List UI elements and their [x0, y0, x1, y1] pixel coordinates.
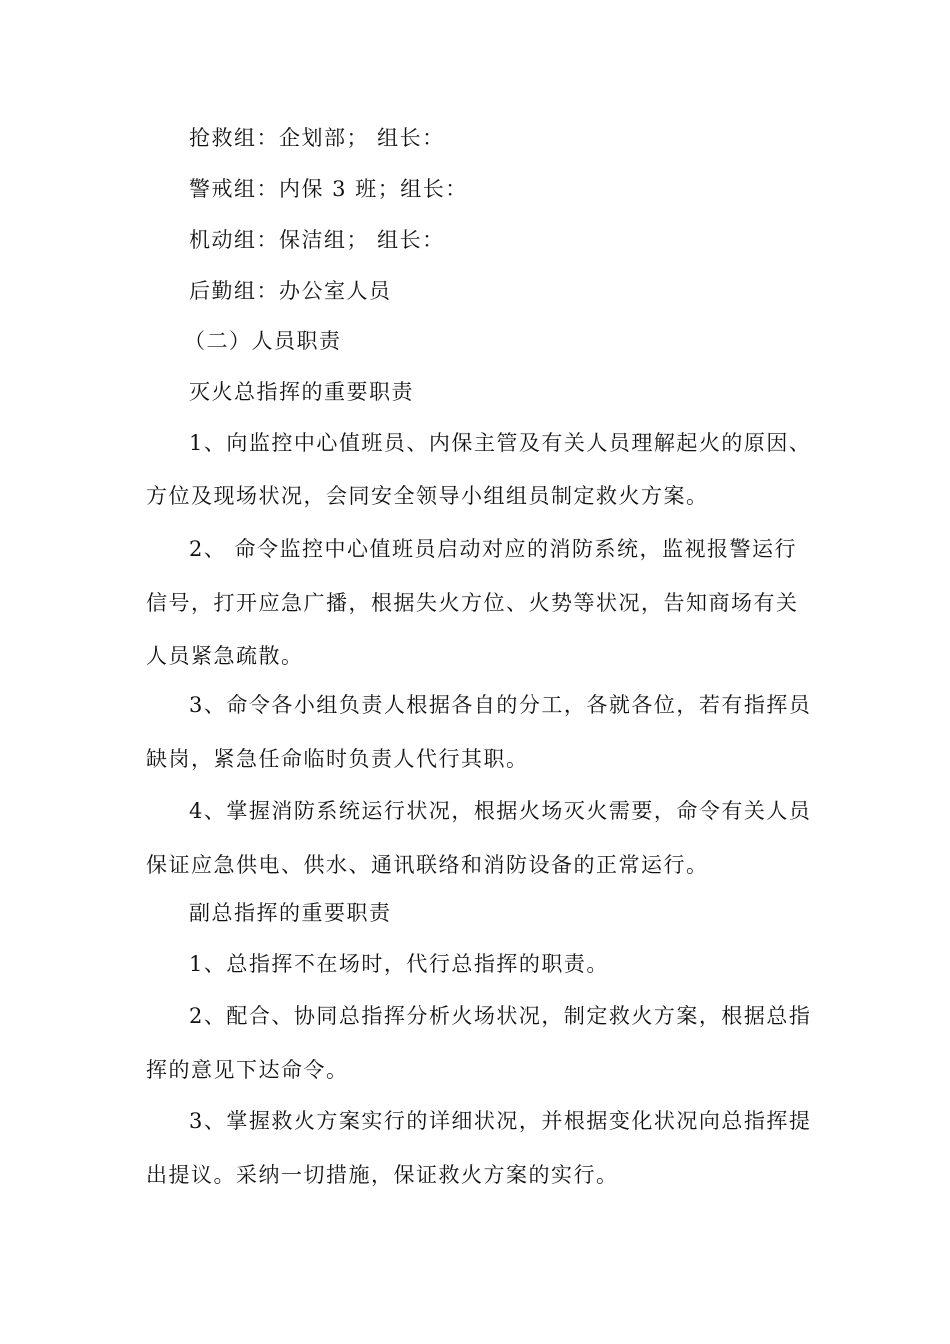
- deputy-duty-3-line-2: 出提议。采纳一切措施，保证救火方案的实行。: [146, 1163, 619, 1187]
- logistics-team-line: 后勤组：办公室人员: [189, 279, 392, 303]
- deputy-duty-1-line-1: 1、总指挥不在场时，代行总指挥的职责。: [189, 952, 609, 976]
- mobile-team-line: 机动组：保洁组； 组长：: [189, 228, 445, 252]
- deputy-duty-2-line-1: 2、配合、协同总指挥分析火场状况，制定救火方案，根据总指: [189, 1004, 812, 1028]
- commander-duty-4-line-2: 保证应急供电、供水、通讯联络和消防设备的正常运行。: [146, 853, 709, 877]
- commander-duty-2-line-3: 人员紧急疏散。: [146, 644, 304, 668]
- commander-duties-heading: 灭火总指挥的重要职责: [189, 380, 414, 404]
- commander-duty-4-line-1: 4、掌握消防系统运行状况，根据火场灭火需要，命令有关人员: [189, 799, 812, 823]
- deputy-duty-2-line-2: 挥的意见下达命令。: [146, 1058, 349, 1082]
- deputy-duty-3-line-1: 3、掌握救火方案实行的详细状况，并根据变化状况向总指挥提: [189, 1109, 812, 1133]
- commander-duty-3-line-2: 缺岗，紧急任命临时负责人代行其职。: [146, 747, 529, 771]
- commander-duty-1-line-1: 1、向监控中心值班员、内保主管及有关人员理解起火的原因、: [189, 431, 812, 455]
- section-heading-personnel-duties: （二）人员职责: [184, 329, 342, 353]
- commander-duty-3-line-1: 3、命令各小组负责人根据各自的分工，各就各位，若有指挥员: [189, 693, 812, 717]
- rescue-team-line: 抢救组：企划部； 组长：: [189, 126, 445, 150]
- commander-duty-2-line-1: 2、 命令监控中心值班员启动对应的消防系统，监视报警运行: [189, 537, 798, 561]
- guard-team-line: 警戒组：内保 3 班；组长：: [189, 177, 468, 201]
- deputy-duties-heading: 副总指挥的重要职责: [189, 901, 392, 925]
- commander-duty-1-line-2: 方位及现场状况，会同安全领导小组组员制定救火方案。: [146, 484, 709, 508]
- commander-duty-2-line-2: 信号，打开应急广播，根据失火方位、火势等状况，告知商场有关: [146, 591, 799, 615]
